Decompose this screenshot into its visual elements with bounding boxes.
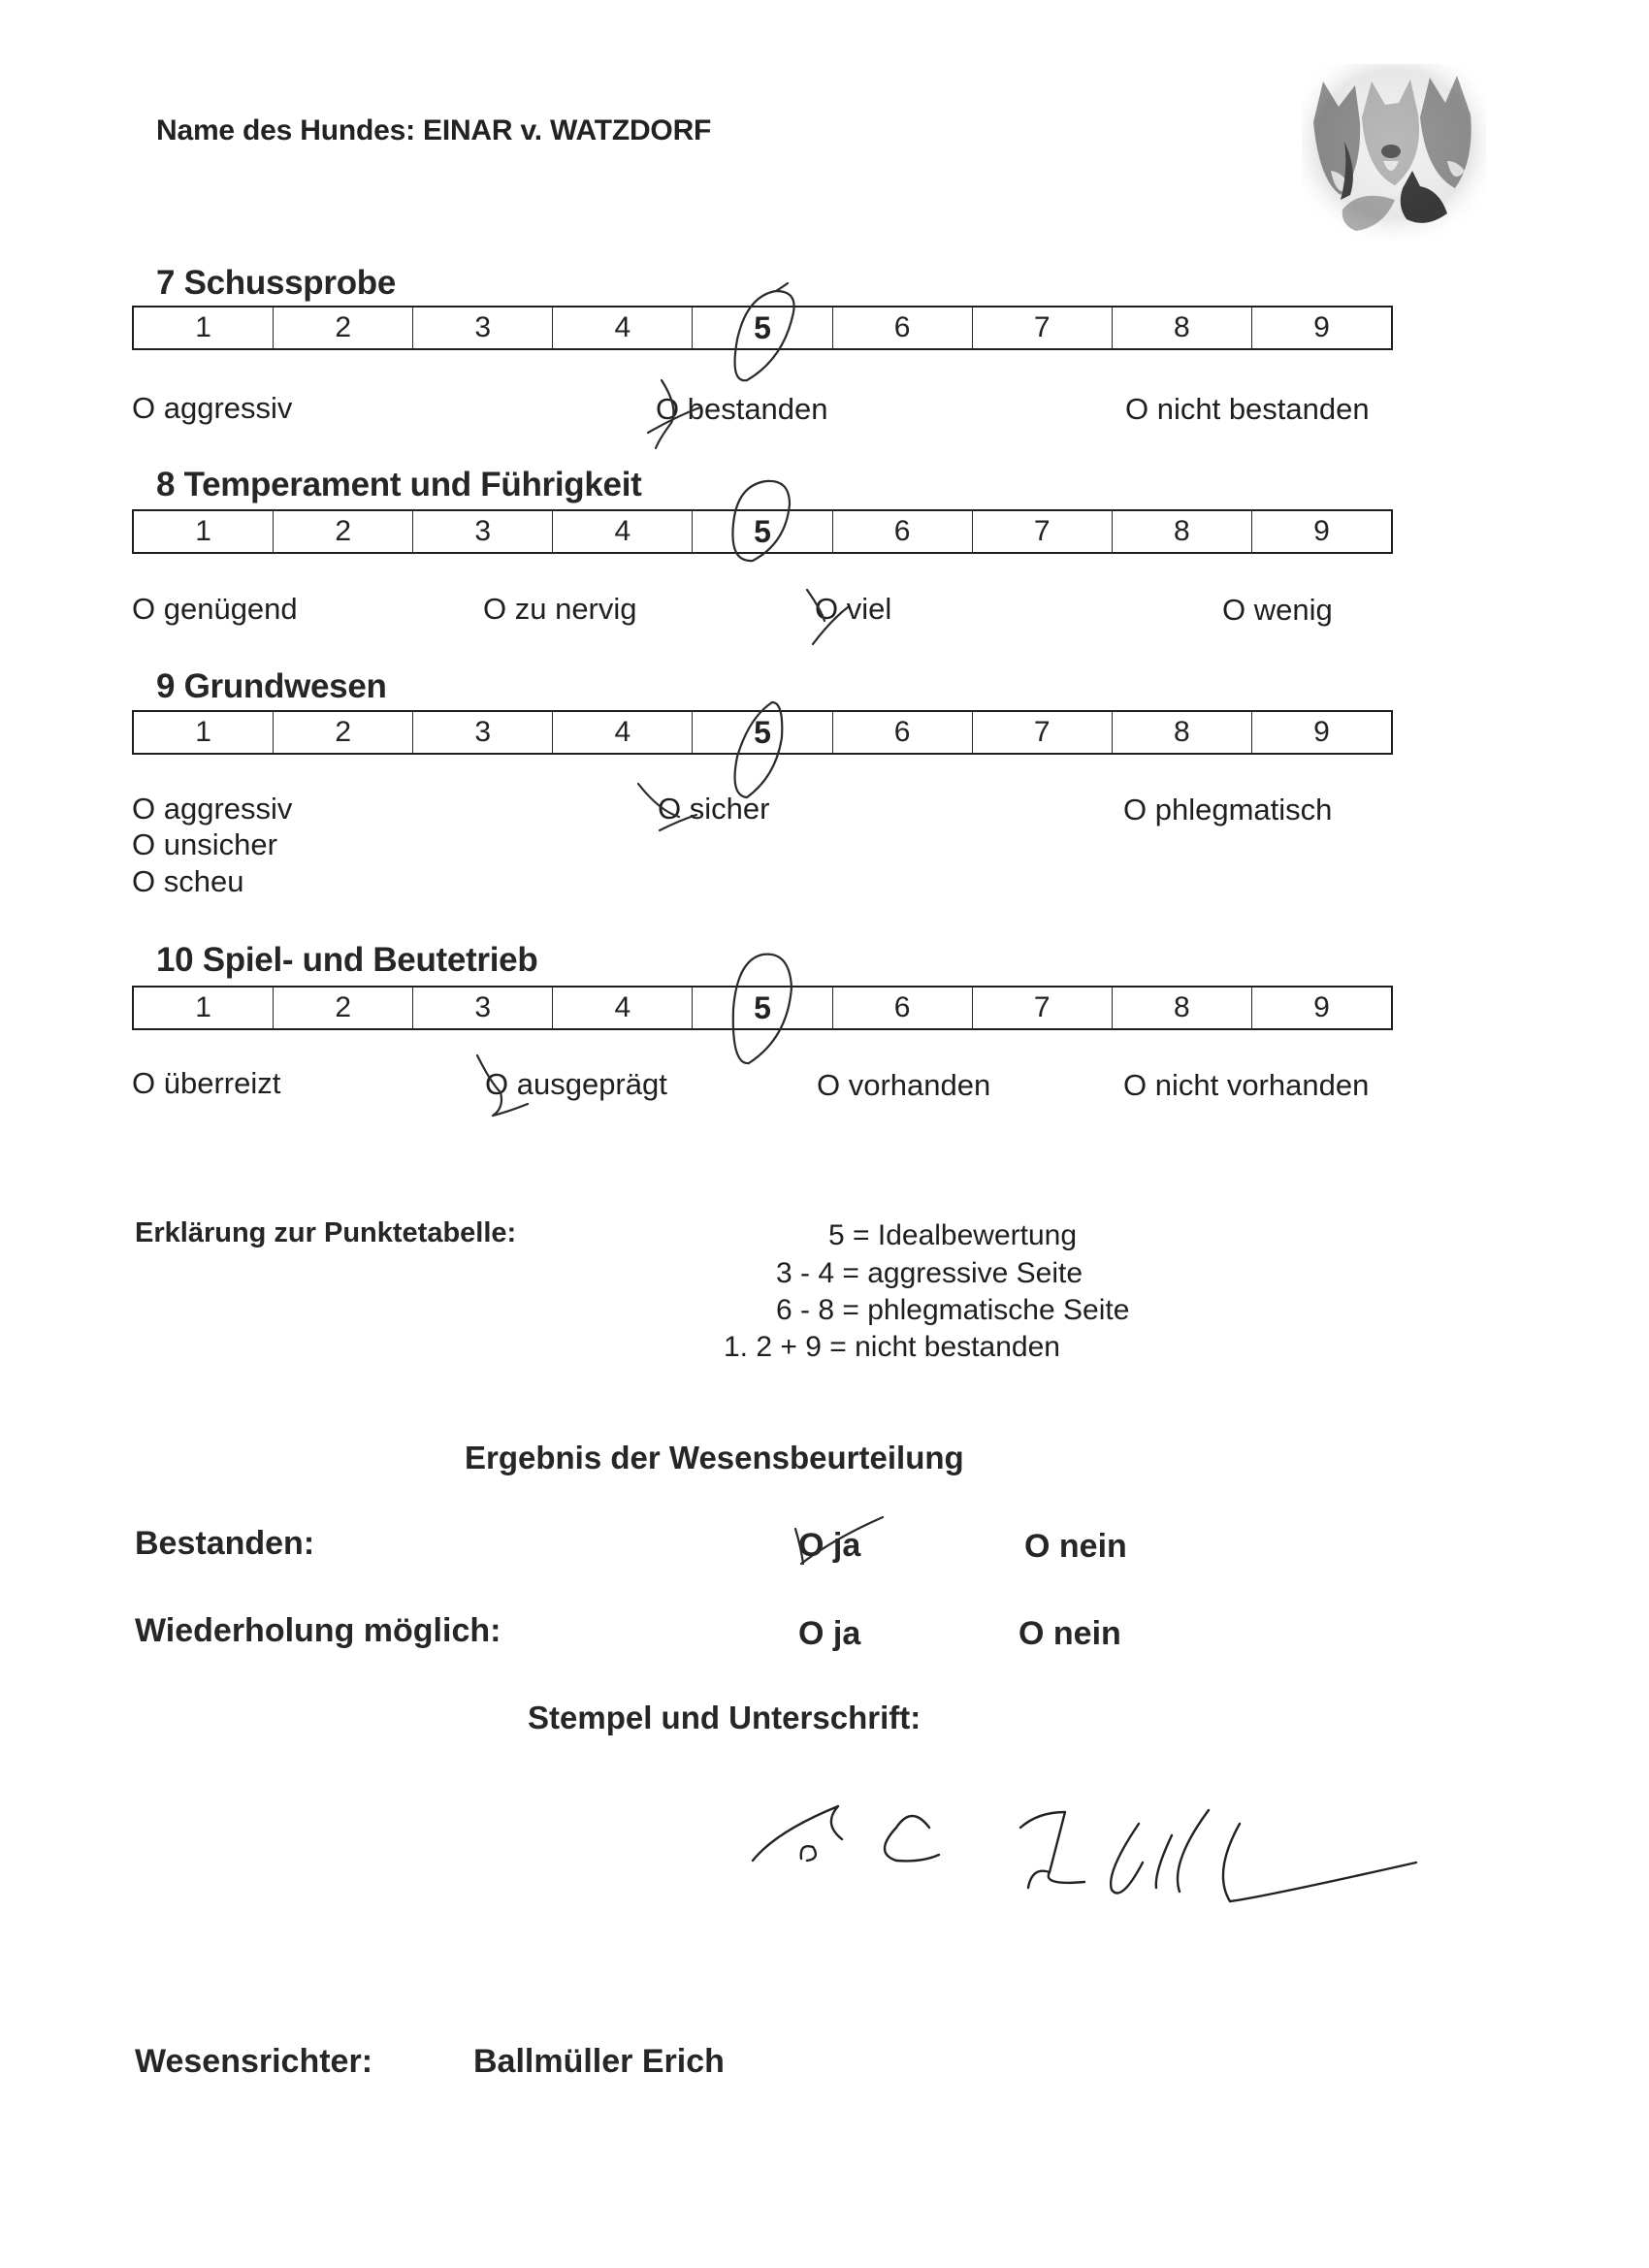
section-9-score-scale [132, 710, 1393, 755]
section-7-score-scale [132, 306, 1393, 350]
option-genuegend[interactable]: O genügend [132, 592, 298, 626]
option-ueberreizt[interactable]: O überreizt [132, 1066, 281, 1100]
score-cell-6[interactable]: 6 [833, 308, 973, 348]
score-cell-2[interactable]: 2 [274, 308, 413, 348]
score-cell-7[interactable]: 7 [973, 511, 1113, 552]
judge-label: Wesensrichter: [135, 2043, 373, 2080]
option-nicht-vorhanden[interactable]: O nicht vorhanden [1123, 1068, 1370, 1102]
score-cell-2[interactable]: 2 [274, 988, 413, 1028]
option-vorhanden[interactable]: O vorhanden [817, 1068, 991, 1102]
score-cell-3[interactable]: 3 [413, 712, 553, 753]
option-aggressiv[interactable]: O aggressiv [132, 792, 293, 826]
legend-line-failed: 1. 2 + 9 = nicht bestanden [724, 1331, 1060, 1363]
section-9-title: 9 Grundwesen [156, 667, 387, 705]
dog-name-label: Name des Hundes: [156, 114, 415, 146]
score-cell-8[interactable]: 8 [1113, 712, 1252, 753]
option-unsicher[interactable]: O unsicher [132, 827, 277, 861]
section-8-score-scale [132, 509, 1393, 554]
passed-yes-option[interactable]: O ja [798, 1527, 861, 1564]
score-cell-3[interactable]: 3 [413, 511, 553, 552]
score-cell-1[interactable]: 1 [134, 308, 274, 348]
section-7-title: 7 Schussprobe [156, 264, 397, 302]
option-aggressiv[interactable]: O aggressiv [132, 391, 293, 425]
score-cell-5[interactable]: 5 [693, 988, 832, 1028]
score-cell-4[interactable]: 4 [553, 511, 693, 552]
score-cell-9[interactable]: 9 [1313, 991, 1330, 1023]
score-cell-5[interactable]: 5 [693, 511, 832, 552]
legend-line-aggressive: 3 - 4 = aggressive Seite [776, 1257, 1083, 1289]
option-nicht-bestanden[interactable]: O nicht bestanden [1125, 392, 1370, 426]
score-cell-1[interactable]: 1 [134, 511, 274, 552]
score-cell-1[interactable]: 1 [134, 712, 274, 753]
signature-scribble [753, 1806, 1416, 1901]
score-cell-6[interactable]: 6 [833, 988, 973, 1028]
score-cell-3[interactable]: 3 [413, 308, 553, 348]
score-cell-6[interactable]: 6 [833, 712, 973, 753]
score-cell-5[interactable]: 5 [693, 712, 832, 753]
option-wenig[interactable]: O wenig [1222, 593, 1333, 627]
score-cell-8[interactable]: 8 [1113, 988, 1252, 1028]
option-ausgepraegt[interactable]: O ausgeprägt [485, 1067, 667, 1101]
score-cell-3[interactable]: 3 [413, 988, 553, 1028]
score-cell-8[interactable]: 8 [1113, 511, 1252, 552]
dog-heads-image [1302, 64, 1486, 241]
repeat-no-option[interactable]: O nein [1018, 1615, 1121, 1652]
score-cell-2[interactable]: 2 [274, 511, 413, 552]
score-cell-4[interactable]: 4 [553, 712, 693, 753]
section-10-score-scale [132, 986, 1393, 1030]
option-sicher[interactable]: O sicher [658, 792, 770, 826]
option-zu-nervig[interactable]: O zu nervig [483, 592, 637, 626]
judge-name: Ballmüller Erich [473, 2043, 725, 2080]
repeat-yes-option[interactable]: O ja [798, 1615, 861, 1652]
score-cell-6[interactable]: 6 [833, 511, 973, 552]
score-cell-7[interactable]: 7 [973, 988, 1113, 1028]
legend-heading: Erklärung zur Punktetabelle: [135, 1217, 517, 1248]
score-cell-7[interactable]: 7 [973, 712, 1113, 753]
score-cell-4[interactable]: 4 [553, 308, 693, 348]
dog-name-value: EINAR v. WATZDORF [423, 114, 712, 146]
option-scheu[interactable]: O scheu [132, 864, 244, 898]
score-cell-4[interactable]: 4 [553, 988, 693, 1028]
score-cell-7[interactable]: 7 [973, 308, 1113, 348]
score-cell-9[interactable]: 9 [1313, 311, 1330, 343]
option-bestanden[interactable]: O bestanden [656, 392, 828, 426]
stamp-signature-title: Stempel und Unterschrift: [528, 1700, 922, 1735]
score-cell-8[interactable]: 8 [1113, 308, 1252, 348]
result-title: Ergebnis der Wesensbeurteilung [465, 1440, 964, 1475]
legend-line-ideal: 5 = Idealbewertung [828, 1219, 1078, 1251]
option-viel[interactable]: O viel [815, 592, 892, 626]
score-cell-1[interactable]: 1 [134, 988, 274, 1028]
legend-line-phlegmatic: 6 - 8 = phlegmatische Seite [776, 1294, 1130, 1326]
passed-no-option[interactable]: O nein [1024, 1528, 1127, 1565]
dog-name-line [156, 114, 711, 147]
section-10-title: 10 Spiel- und Beutetrieb [156, 941, 538, 979]
repeat-possible-label: Wiederholung möglich: [135, 1612, 501, 1649]
score-cell-9[interactable]: 9 [1313, 515, 1330, 547]
passed-label: Bestanden: [135, 1525, 315, 1562]
score-cell-5[interactable]: 5 [693, 308, 832, 348]
score-cell-2[interactable]: 2 [274, 712, 413, 753]
score-cell-9[interactable]: 9 [1313, 716, 1330, 748]
option-phlegmatisch[interactable]: O phlegmatisch [1123, 793, 1333, 826]
section-8-title: 8 Temperament und Führigkeit [156, 466, 642, 503]
